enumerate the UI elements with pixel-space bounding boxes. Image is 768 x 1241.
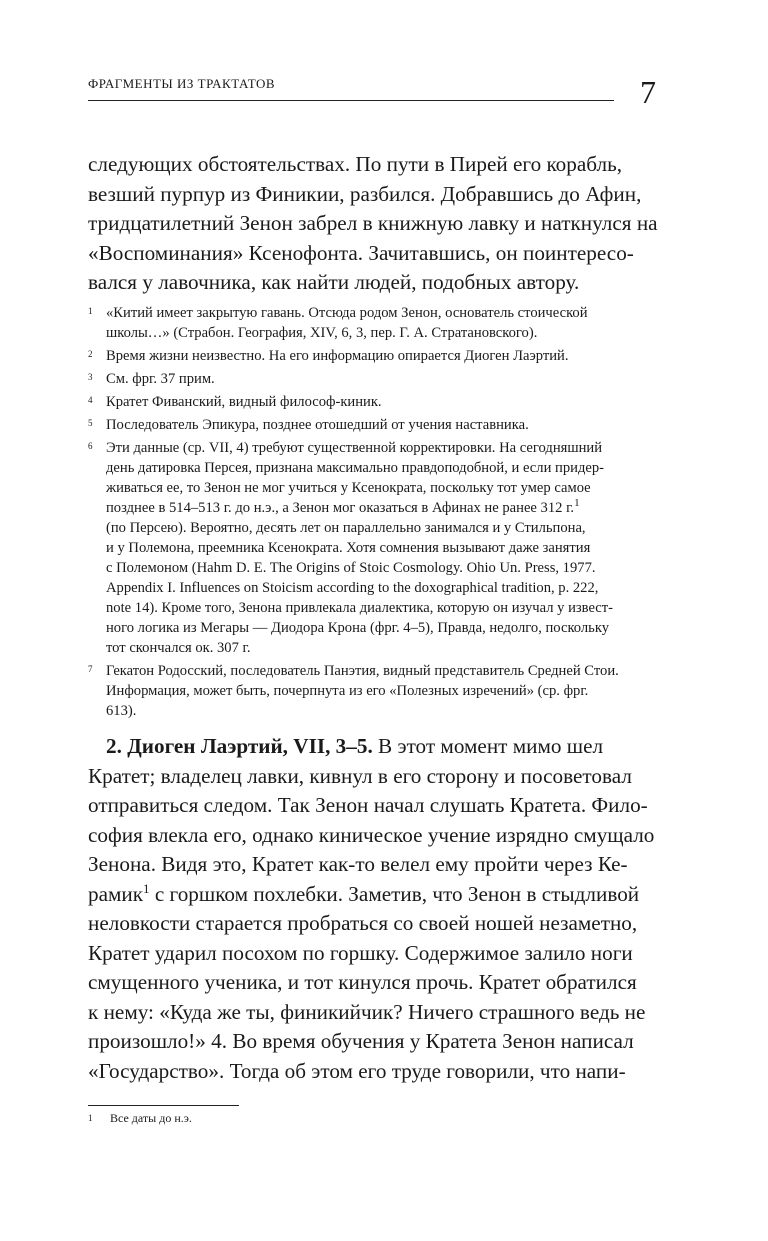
note-line: 613). xyxy=(106,703,137,719)
text-line: «Воспоминания» Ксенофонта. Зачитавшись, он поинтересо- xyxy=(88,240,634,265)
footnote xyxy=(88,1110,192,1126)
text-line: везший пурпур из Финикии, разбился. Добравшись до Афин, xyxy=(88,181,642,206)
note-number: 6 xyxy=(88,441,93,451)
page-number: 7 xyxy=(640,74,656,110)
note-number: 5 xyxy=(88,418,93,428)
note-number: 3 xyxy=(88,372,93,382)
text-line: вался у лавочника, как найти людей, подобных автору. xyxy=(88,270,580,294)
running-head: ФРАГМЕНТЫ ИЗ ТРАКТАТОВ xyxy=(88,76,276,91)
note-2 xyxy=(88,346,648,366)
note-number: 4 xyxy=(88,395,93,405)
note-line: (по Персею). Вероятно, десять лет он параллельно занимался и у Стильпона, xyxy=(106,520,586,536)
footnote-ref: 1 xyxy=(143,880,150,896)
note-line: живаться ее, то Зенон не мог учиться у Ксенократа, поскольку тот умер самое xyxy=(106,480,591,496)
note-line: «Китий имеет закрытую гавань. Отсюда родом Зенон, основатель стоической xyxy=(106,305,588,321)
footnote-text: Все даты до н.э. xyxy=(110,1111,192,1125)
section-heading: 2. Диоген Лаэртий, VII, 3–5. xyxy=(106,734,373,758)
text-line: к нему: «Куда же ты, финикийчик? Ничего страшного ведь не xyxy=(88,999,646,1024)
note-3 xyxy=(88,369,648,389)
note-line: тот скончался ок. 307 г. xyxy=(106,640,251,656)
note-superscript-ref: 1 xyxy=(574,497,580,510)
note-number: 7 xyxy=(88,664,93,674)
note-line: Время жизни неизвестно. На его информацию опирается Диоген Лаэртий. xyxy=(106,348,569,364)
note-line-text: позднее в 514–513 г. до н.э., а Зенон мог оказаться в Афинах не ранее 312 г. xyxy=(106,500,575,516)
footnote-number: 1 xyxy=(88,1113,93,1123)
text-span: с горшком похлебки. Заметив, что Зенон в стыдливой xyxy=(149,881,640,906)
text-line: следующих обстоятельствах. По пути в Пирей его корабль, xyxy=(88,152,623,176)
text-line: неловкости старается пробраться со своей ношей незаметно, xyxy=(88,911,638,935)
header-rule xyxy=(88,100,614,101)
note-line: Информация, может быть, почерпнута из его «Полезных изречений» (ср. фрг. xyxy=(106,683,589,699)
text-span: рамик xyxy=(88,881,144,906)
note-line: Гекатон Родосский, последователь Панэтия, видный представитель Средней Стои. xyxy=(106,663,619,679)
note-line: note 14). Кроме того, Зенона привлекала диалектика, которую он изучал у извест- xyxy=(106,600,614,616)
endnotes xyxy=(88,303,648,724)
body-text-section-2 xyxy=(88,732,654,1086)
note-7 xyxy=(88,661,648,721)
note-number: 1 xyxy=(88,306,93,316)
note-6 xyxy=(88,438,648,658)
note-number: 2 xyxy=(88,349,93,359)
note-line: Кратет Фиванский, видный философ-киник. xyxy=(106,394,382,410)
note-5 xyxy=(88,415,648,435)
note-line: с Полемоном (Hahm D. E. The Origins of Stoic Cosmology. Ohio Un. Press, 1977. xyxy=(106,560,596,576)
note-line: Эти данные (ср. VII, 4) требуют существенной корректировки. На сегодняшний xyxy=(106,440,603,456)
text-line: произошло!» 4. Во время обучения у Кратета Зенон написал xyxy=(88,1029,634,1053)
text-line: отправиться следом. Так Зенон начал слушать Кратета. Фило- xyxy=(88,793,648,817)
text-line: Кратет ударил посохом по горшку. Содержимое залило ноги xyxy=(88,940,633,965)
footnote-rule xyxy=(88,1105,239,1106)
text-line: тридцатилетний Зенон забрел в книжную лавку и наткнулся на xyxy=(88,211,658,235)
text-line: Кратет; владелец лавки, кивнул в его сторону и посоветовал xyxy=(88,763,632,788)
text-span: В этот момент мимо шел xyxy=(372,734,604,758)
note-line: Последователь Эпикура, позднее отошедший от учения наставника. xyxy=(106,417,529,433)
text-line: смущенного ученика, и тот кинулся прочь. Кратет обратился xyxy=(88,970,637,994)
text-line: «Государство». Тогда об этом его труде говорили, что напи- xyxy=(88,1058,626,1083)
note-4 xyxy=(88,392,648,412)
text-line: софия влекла его, однако киническое учение изрядно смущало xyxy=(88,822,655,847)
note-line: См. фрг. 37 прим. xyxy=(106,371,215,387)
note-line: школы…» (Страбон. География, XIV, 6, 3, пер. Г. А. Стратановского). xyxy=(106,325,538,341)
note-1 xyxy=(88,303,648,343)
note-line-with-ref xyxy=(106,498,613,518)
note-line: ного логика из Мегары — Диодора Крона (фрг. 4–5), Правда, недолго, поскольку xyxy=(106,620,610,636)
note-line: день датировка Персея, признана максимально правдоподобной, и если придер- xyxy=(106,460,605,476)
body-text-top xyxy=(88,150,658,298)
note-line: и у Полемона, преемника Ксенократа. Хотя сомнения вызывают даже занятия xyxy=(106,540,591,556)
note-line: Appendix I. Influences on Stoicism according to the doxographical tradition, p. 222, xyxy=(106,580,599,596)
text-line: Зенона. Видя это, Кратет как-то велел ему пройти через Ке- xyxy=(88,852,628,876)
section-first-line xyxy=(88,732,654,762)
text-line-with-ref xyxy=(88,880,654,910)
